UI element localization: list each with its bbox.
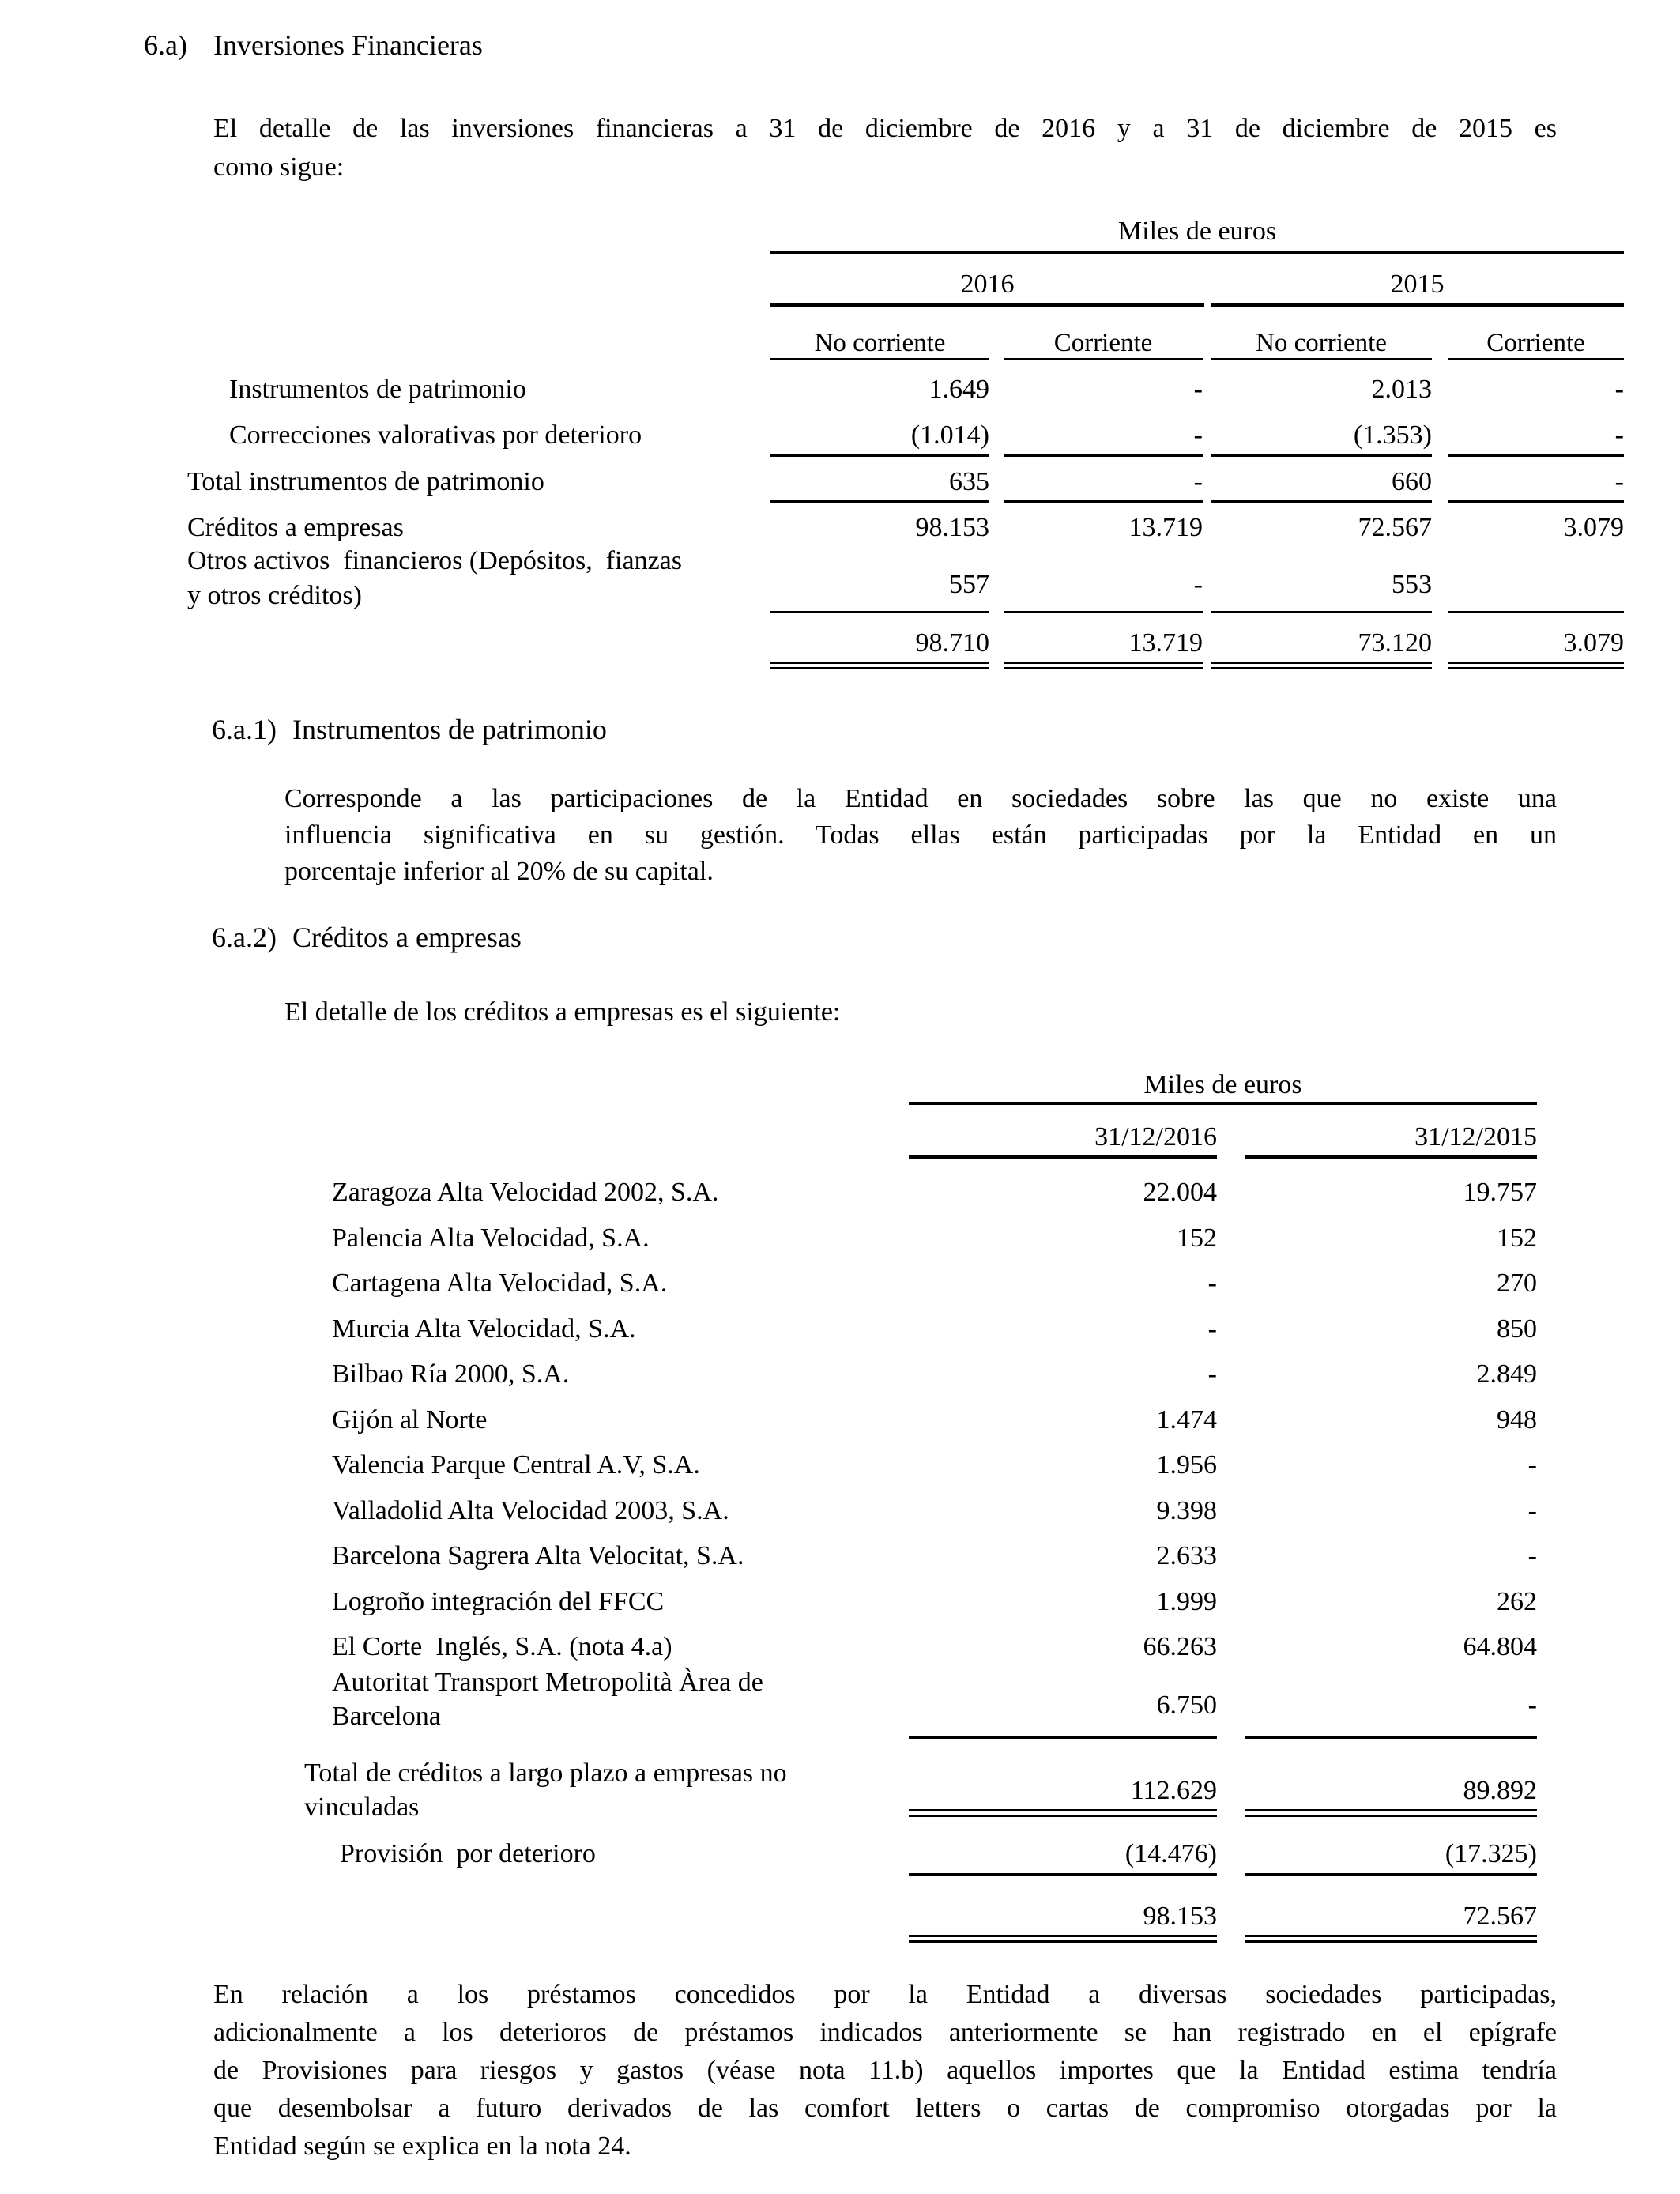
table-double-rule xyxy=(909,1935,1217,1943)
table-rule xyxy=(1245,1155,1537,1159)
paragraph-line: como sigue: xyxy=(213,153,345,182)
row-label: Bilbao Ría 2000, S.A. xyxy=(332,1359,570,1389)
cell-2015: 262 xyxy=(1497,1587,1537,1616)
row-label: Total instrumentos de patrimonio xyxy=(187,467,544,496)
cell-2015: 948 xyxy=(1497,1405,1537,1434)
cell-2016: (14.476) xyxy=(1124,1839,1217,1868)
cell-2016: - xyxy=(1207,1314,1217,1344)
cell-net-total-2016: 98.153 xyxy=(1143,1902,1217,1931)
row-label-line: Otros activos financieros (Depósitos, fianzas xyxy=(187,546,682,575)
section-a-number: 6.a) xyxy=(144,29,187,61)
cell-2015: 19.757 xyxy=(1463,1178,1537,1207)
row-label: Zaragoza Alta Velocidad 2002, S.A. xyxy=(332,1178,719,1207)
paragraph-line: influencia significativa en su gestión. Todas ellas están participadas por la Entidad en un xyxy=(284,820,1557,850)
cell-2015: - xyxy=(1527,1496,1537,1525)
cell-2016-no-corriente: 635 xyxy=(949,467,989,496)
table-rule xyxy=(909,1155,1217,1159)
paragraph-line: Corresponde a las participaciones de la Entidad en sociedades sobre las que no existe una xyxy=(284,784,1557,813)
table-double-rule xyxy=(1245,1809,1537,1817)
company-loans-table xyxy=(304,1059,1537,1948)
table-double-rule xyxy=(1211,662,1432,669)
cell-2016: 6.750 xyxy=(1156,1691,1217,1720)
paragraph-line: que desembolsar a futuro derivados de las comfort letters o cartas de compromiso otorgadas por la xyxy=(213,2094,1557,2123)
cell-2016: 66.263 xyxy=(1143,1632,1217,1661)
cell-2015-no-corriente: 2.013 xyxy=(1371,375,1432,404)
total-label-line: vinculadas xyxy=(304,1793,420,1822)
table-rule xyxy=(1004,611,1203,613)
cell-2016-no-corriente: 98.153 xyxy=(915,513,989,542)
row-label: Murcia Alta Velocidad, S.A. xyxy=(332,1314,636,1344)
table-rule xyxy=(1004,454,1203,457)
row-label: Barcelona Sagrera Alta Velocitat, S.A. xyxy=(332,1541,744,1570)
table-rule xyxy=(770,303,1204,307)
section-a1-title: Instrumentos de patrimonio xyxy=(292,714,607,745)
cell-2016-no-corriente: 1.649 xyxy=(929,375,989,404)
cell-2015: 270 xyxy=(1497,1269,1537,1298)
row-label: Cartagena Alta Velocidad, S.A. xyxy=(332,1269,668,1298)
paragraph-line: En relación a los préstamos concedidos por la Entidad a diversas sociedades participadas, xyxy=(213,1980,1557,2009)
table-rule xyxy=(770,611,989,613)
table-rule xyxy=(1004,358,1203,360)
row-label: Gijón al Norte xyxy=(332,1405,488,1434)
cell-2016: 1.999 xyxy=(1156,1587,1217,1616)
table-rule xyxy=(1211,500,1432,503)
table-rule xyxy=(1211,611,1432,613)
table-rule xyxy=(1004,500,1203,503)
table-rule xyxy=(1448,454,1624,457)
cell-total-2015-corriente: 3.079 xyxy=(1563,628,1624,658)
cell-2016: - xyxy=(1207,1359,1217,1389)
table1-col-header: No corriente xyxy=(814,329,946,357)
table-rule xyxy=(909,1873,1217,1876)
row-label: El Corte Inglés, S.A. (nota 4.a) xyxy=(332,1632,672,1661)
cell-2015: (17.325) xyxy=(1445,1839,1537,1868)
cell-2015-corriente: - xyxy=(1614,375,1624,404)
row-label: Créditos a empresas xyxy=(187,513,404,542)
row-label-line: Barcelona xyxy=(332,1702,441,1731)
cell-2015: 2.849 xyxy=(1476,1359,1537,1389)
cell-total-2015: 89.892 xyxy=(1463,1776,1537,1805)
table-rule xyxy=(909,1102,1537,1105)
cell-2015: - xyxy=(1527,1541,1537,1570)
cell-2015: 850 xyxy=(1497,1314,1537,1344)
paragraph-line: El detalle de las inversiones financieras a 31 de diciembre de 2016 y a 31 de diciembre de 2015 es xyxy=(213,114,1557,143)
section-a2-number: 6.a.2) xyxy=(212,922,277,953)
table-rule xyxy=(1245,1873,1537,1876)
cell-2016-corriente: - xyxy=(1193,375,1203,404)
table-rule xyxy=(1211,358,1432,360)
cell-2015-corriente: - xyxy=(1614,420,1624,450)
paragraph-line: adicionalmente a los deterioros de préstamos indicados anteriormente se han registrado en el epígrafe xyxy=(213,2018,1557,2047)
cell-2016: 1.956 xyxy=(1156,1450,1217,1480)
cell-2015-corriente: 3.079 xyxy=(1563,513,1624,542)
cell-2016-no-corriente: 557 xyxy=(949,570,989,599)
cell-2015: - xyxy=(1527,1450,1537,1480)
cell-2015: - xyxy=(1527,1691,1537,1720)
table-rule xyxy=(909,1736,1217,1739)
table1-year-2015: 2015 xyxy=(1390,270,1445,299)
table-rule xyxy=(1245,1736,1537,1739)
closing-paragraph xyxy=(213,1976,1557,2166)
table2-col-header-2016: 31/12/2016 xyxy=(1094,1122,1217,1152)
cell-2015: 64.804 xyxy=(1463,1632,1537,1661)
table-rule xyxy=(1211,454,1432,457)
row-label: Valladolid Alta Velocidad 2003, S.A. xyxy=(332,1496,729,1525)
cell-2015: 152 xyxy=(1497,1223,1537,1253)
cell-2016: 22.004 xyxy=(1143,1178,1217,1207)
table-double-rule xyxy=(1448,662,1624,669)
table2-units-header: Miles de euros xyxy=(1143,1070,1302,1099)
cell-2016-corriente: 13.719 xyxy=(1128,513,1203,542)
section-a1-paragraph xyxy=(284,781,1557,890)
row-label: Provisión por deterioro xyxy=(340,1839,596,1868)
table2-col-header-2015: 31/12/2015 xyxy=(1414,1122,1537,1152)
cell-2016: 9.398 xyxy=(1156,1496,1217,1525)
table-rule xyxy=(1211,303,1624,307)
cell-2016-corriente: - xyxy=(1193,467,1203,496)
table-rule xyxy=(1448,500,1624,503)
financial-investments-table xyxy=(187,209,1625,684)
table-rule xyxy=(1448,358,1624,360)
cell-2015-no-corriente: (1.353) xyxy=(1353,420,1432,450)
cell-2015-corriente: - xyxy=(1614,467,1624,496)
paragraph-line: Entidad según se explica en la nota 24. xyxy=(213,2132,631,2161)
cell-total-2015-no-corriente: 73.120 xyxy=(1358,628,1432,658)
table-rule xyxy=(770,454,989,457)
cell-2016: 152 xyxy=(1177,1223,1217,1253)
row-label: Palencia Alta Velocidad, S.A. xyxy=(332,1223,650,1253)
table-rule xyxy=(770,251,1624,254)
intro-paragraph xyxy=(213,109,1557,187)
table-rule xyxy=(1448,611,1624,613)
cell-total-2016-corriente: 13.719 xyxy=(1128,628,1203,658)
row-label: Instrumentos de patrimonio xyxy=(229,375,526,404)
cell-2016: 2.633 xyxy=(1156,1541,1217,1570)
cell-2015-no-corriente: 553 xyxy=(1392,570,1432,599)
cell-total-2016-no-corriente: 98.710 xyxy=(915,628,989,658)
cell-2015-no-corriente: 660 xyxy=(1392,467,1432,496)
cell-2016-corriente: - xyxy=(1193,570,1203,599)
table1-col-header: Corriente xyxy=(1053,329,1153,357)
section-a-title: Inversiones Financieras xyxy=(213,29,483,61)
table-double-rule xyxy=(770,662,989,669)
table-double-rule xyxy=(909,1809,1217,1817)
row-label: Valencia Parque Central A.V, S.A. xyxy=(332,1450,700,1480)
table1-col-header: No corriente xyxy=(1256,329,1387,357)
cell-2016-corriente: - xyxy=(1193,420,1203,450)
total-label-line: Total de créditos a largo plazo a empresas no xyxy=(304,1759,787,1788)
row-label: Logroño integración del FFCC xyxy=(332,1587,665,1616)
paragraph-line: de Provisiones para riesgos y gastos (véase nota 11.b) aquellos importes que la Entidad estima tendría xyxy=(213,2056,1557,2085)
cell-2016-no-corriente: (1.014) xyxy=(910,420,989,450)
table1-col-header: Corriente xyxy=(1486,329,1585,357)
table-double-rule xyxy=(1004,662,1203,669)
section-a1-number: 6.a.1) xyxy=(212,714,277,745)
table1-units-header: Miles de euros xyxy=(1117,217,1277,246)
table-rule xyxy=(770,500,989,503)
cell-net-total-2015: 72.567 xyxy=(1463,1902,1537,1931)
cell-total-2016: 112.629 xyxy=(1130,1776,1217,1805)
section-a2-intro: El detalle de los créditos a empresas es el siguiente: xyxy=(284,997,841,1027)
cell-2015-no-corriente: 72.567 xyxy=(1358,513,1432,542)
row-label-line: Autoritat Transport Metropolità Àrea de xyxy=(332,1668,763,1697)
cell-2016: - xyxy=(1207,1269,1217,1298)
section-a2-title: Créditos a empresas xyxy=(292,922,522,953)
table-rule xyxy=(770,358,989,360)
table-double-rule xyxy=(1245,1935,1537,1943)
table1-year-2016: 2016 xyxy=(960,270,1015,299)
row-label-line: y otros créditos) xyxy=(187,581,362,610)
cell-2016: 1.474 xyxy=(1156,1405,1217,1434)
paragraph-line: porcentaje inferior al 20% de su capital. xyxy=(284,857,714,886)
row-label: Correcciones valorativas por deterioro xyxy=(229,420,642,450)
